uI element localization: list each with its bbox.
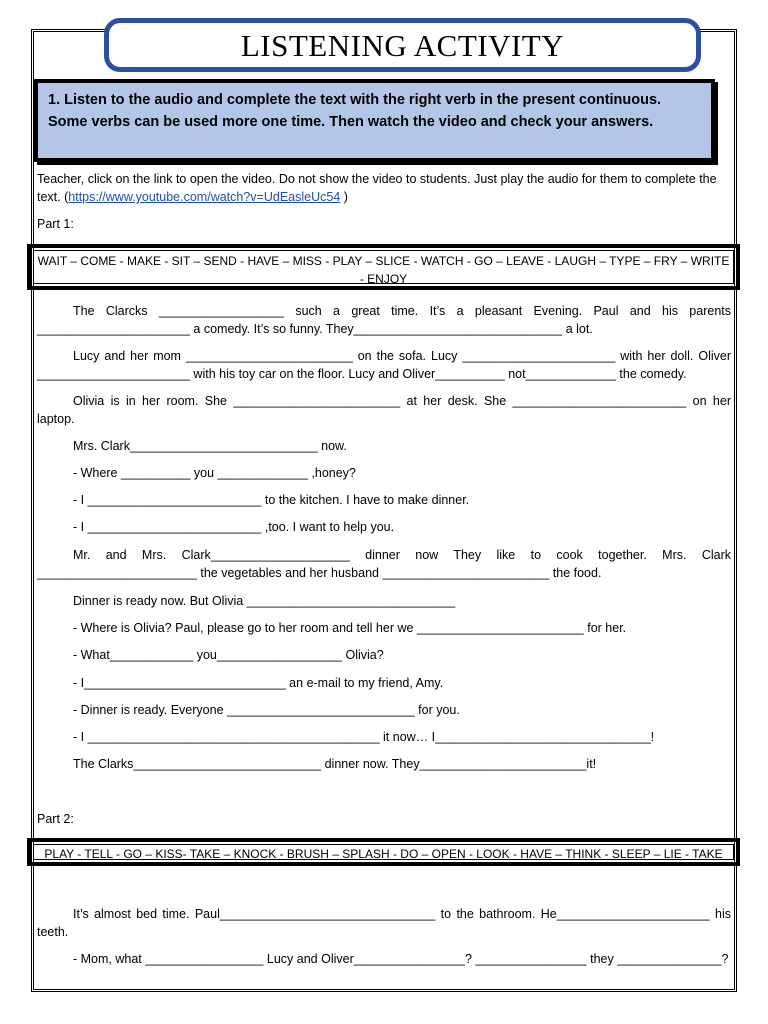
list-item: Lucy and her mom ________________________ on the sofa. Lucy ______________________ with her doll. Oliver ______________________ with his toy car on the floor. Lucy and Oliver__________ not_____________ the comedy.: [37, 349, 731, 381]
list-item: - Dinner is ready. Everyone ___________________________ for you.: [73, 703, 460, 717]
teacher-note: [37, 170, 731, 206]
list-item: - I __________________________________________ it now… I_______________________________!: [73, 730, 655, 744]
part1-label: Part 1:: [37, 217, 74, 231]
list-item: Dinner is ready now. But Olivia ______________________________: [73, 594, 456, 608]
part2-word-bank: PLAY - TELL - GO – KISS- TAKE – KNOCK - BRUSH – SPLASH - DO – OPEN - LOOK - HAVE – THINK - SLEEP – LIE - TAKE: [27, 838, 740, 866]
list-item: - Mom, what _________________ Lucy and Oliver________________? ________________ they _______________?: [73, 952, 729, 966]
title-banner: [104, 18, 701, 72]
teacher-note-text: Teacher, click on the link to open the video. Do not show the video to students. Just play the audio for them to complete the text. (: [37, 172, 717, 204]
list-item: - I_____________________________ an e-mail to my friend, Amy.: [73, 676, 444, 690]
list-item: - What____________ you__________________ Olivia?: [73, 648, 384, 662]
list-item: The Clarcks __________________ such a great time. It’s a pleasant Evening. Paul and his parents ______________________ a comedy. It’s so funny. They______________________________ a lot.: [37, 304, 731, 336]
list-item: It’s almost bed time. Paul_______________________________ to the bathroom. He______________________ his teeth.: [37, 907, 731, 939]
teacher-note-close: ): [340, 190, 348, 204]
list-item: Olivia is in her room. She ________________________ at her desk. She _________________________ on her laptop.: [37, 394, 731, 426]
video-link[interactable]: https://www.youtube.com/watch?v=UdEasleUc54: [68, 190, 341, 204]
instruction-text: 1. Listen to the audio and complete the text with the right verb in the present continuous. Some verbs can be used more one time. Then watch the video and check your answers.: [48, 92, 662, 130]
list-item: - Where __________ you _____________ ,honey?: [73, 466, 356, 480]
list-item: Mr. and Mrs. Clark____________________ dinner now They like to cook together. Mrs. Clark _______________________ the vegetables and her husband ________________________ the food.: [37, 548, 731, 580]
list-item: - I _________________________ to the kitchen. I have to make dinner.: [73, 493, 470, 507]
list-item: - I _________________________ ,too. I want to help you.: [73, 520, 395, 534]
list-item: The Clarks___________________________ dinner now. They________________________it!: [73, 757, 597, 771]
list-item: Mrs. Clark___________________________ now.: [73, 439, 347, 453]
list-item: - Where is Olivia? Paul, please go to her room and tell her we ________________________ for her.: [73, 621, 627, 635]
part2-label: Part 2:: [37, 812, 74, 826]
part1-word-bank: WAIT – COME - MAKE - SIT – SEND - HAVE – MISS - PLAY – SLICE - WATCH - GO – LEAVE - LAUGH – TYPE – FRY – WRITE - ENJOY: [27, 244, 740, 290]
page-title: LISTENING ACTIVITY: [240, 28, 565, 63]
instruction-box: [34, 79, 715, 162]
